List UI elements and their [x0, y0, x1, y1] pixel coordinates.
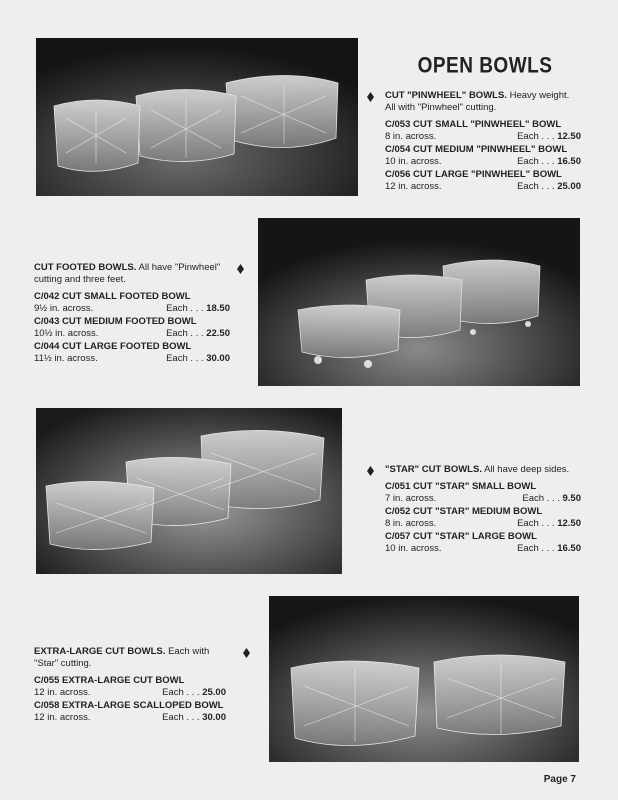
diamond-bullet-icon [367, 466, 374, 476]
item-code: C/052 CUT "STAR" MEDIUM BOWL [385, 506, 543, 517]
list-item [34, 675, 226, 699]
item-size: 11½ in. across. [34, 353, 98, 364]
list-item [385, 144, 581, 168]
item-price: 25.00 [202, 687, 226, 698]
star-bowls-image [36, 408, 342, 574]
section-heading: CUT FOOTED BOWLS. [34, 262, 137, 273]
section-heading: EXTRA-LARGE CUT BOWLS. [34, 646, 166, 657]
price-label: Each . . . [517, 131, 555, 142]
item-size: 8 in. across. [385, 131, 437, 142]
price-label: Each . . . [166, 328, 204, 339]
item-size: 10 in. across. [385, 156, 442, 167]
diamond-bullet-icon [243, 648, 250, 658]
diamond-bullet-icon [367, 92, 374, 102]
section-heading: "STAR" CUT BOWLS. [385, 464, 482, 475]
item-size: 7 in. across. [385, 493, 437, 504]
item-price: 18.50 [206, 303, 230, 314]
list-item [385, 506, 581, 530]
price-label: Each . . . [517, 518, 555, 529]
item-price: 16.50 [557, 543, 581, 554]
price-label: Each . . . [162, 712, 200, 723]
item-code: C/044 CUT LARGE FOOTED BOWL [34, 341, 192, 352]
price-label: Each . . . [522, 493, 560, 504]
item-size: 12 in. across. [385, 181, 442, 192]
extra-large-bowls-image [269, 596, 579, 762]
item-code: C/056 CUT LARGE "PINWHEEL" BOWL [385, 169, 562, 180]
list-item [385, 169, 581, 193]
section-pinwheel [385, 90, 581, 194]
section-footed [34, 262, 230, 366]
diamond-bullet-icon [237, 264, 244, 274]
page-number: Page 7 [543, 774, 576, 785]
section-description: Each with "Star" cutting. [34, 646, 210, 669]
item-code: C/058 EXTRA-LARGE SCALLOPED BOWL [34, 700, 224, 711]
list-item [34, 316, 230, 340]
item-size: 12 in. across. [34, 712, 91, 723]
photo-star-bowls [36, 408, 342, 574]
item-code: C/042 CUT SMALL FOOTED BOWL [34, 291, 191, 302]
item-price: 25.00 [557, 181, 581, 192]
item-code: C/051 CUT "STAR" SMALL BOWL [385, 481, 537, 492]
item-code: C/057 CUT "STAR" LARGE BOWL [385, 531, 537, 542]
price-label: Each . . . [517, 181, 555, 192]
footed-bowls-image [258, 218, 580, 386]
list-item [385, 481, 581, 505]
list-item [385, 119, 581, 143]
list-item [34, 341, 230, 365]
item-price: 12.50 [557, 518, 581, 529]
item-code: C/043 CUT MEDIUM FOOTED BOWL [34, 316, 197, 327]
page-title: OPEN BOWLS [417, 54, 553, 79]
section-extra-large [34, 646, 226, 725]
item-price: 30.00 [206, 353, 230, 364]
section-description: All have "Pinwheel" cutting and three feet. [34, 262, 221, 285]
list-item [385, 531, 581, 555]
price-label: Each . . . [517, 543, 555, 554]
photo-extra-large-bowls [269, 596, 579, 762]
section-star [385, 464, 581, 556]
item-price: 9.50 [562, 493, 581, 504]
list-item [34, 291, 230, 315]
photo-footed-bowls [258, 218, 580, 386]
price-label: Each . . . [166, 353, 204, 364]
item-price: 12.50 [557, 131, 581, 142]
item-price: 22.50 [206, 328, 230, 339]
item-code: C/055 EXTRA-LARGE CUT BOWL [34, 675, 185, 686]
item-code: C/053 CUT SMALL "PINWHEEL" BOWL [385, 119, 562, 130]
section-heading: CUT "PINWHEEL" BOWLS. [385, 90, 507, 101]
pinwheel-bowls-image [36, 38, 358, 196]
price-label: Each . . . [162, 687, 200, 698]
list-item [34, 700, 226, 724]
item-price: 30.00 [202, 712, 226, 723]
section-description: All have deep sides. [484, 464, 570, 475]
section-description: Heavy weight. All with "Pinwheel" cutting. [385, 90, 570, 113]
item-price: 16.50 [557, 156, 581, 167]
item-size: 9½ in. across. [34, 303, 94, 314]
price-label: Each . . . [517, 156, 555, 167]
item-size: 8 in. across. [385, 518, 437, 529]
item-size: 10 in. across. [385, 543, 442, 554]
item-code: C/054 CUT MEDIUM "PINWHEEL" BOWL [385, 144, 568, 155]
item-size: 10½ in. across. [34, 328, 99, 339]
photo-pinwheel-bowls [36, 38, 358, 196]
item-size: 12 in. across. [34, 687, 91, 698]
price-label: Each . . . [166, 303, 204, 314]
